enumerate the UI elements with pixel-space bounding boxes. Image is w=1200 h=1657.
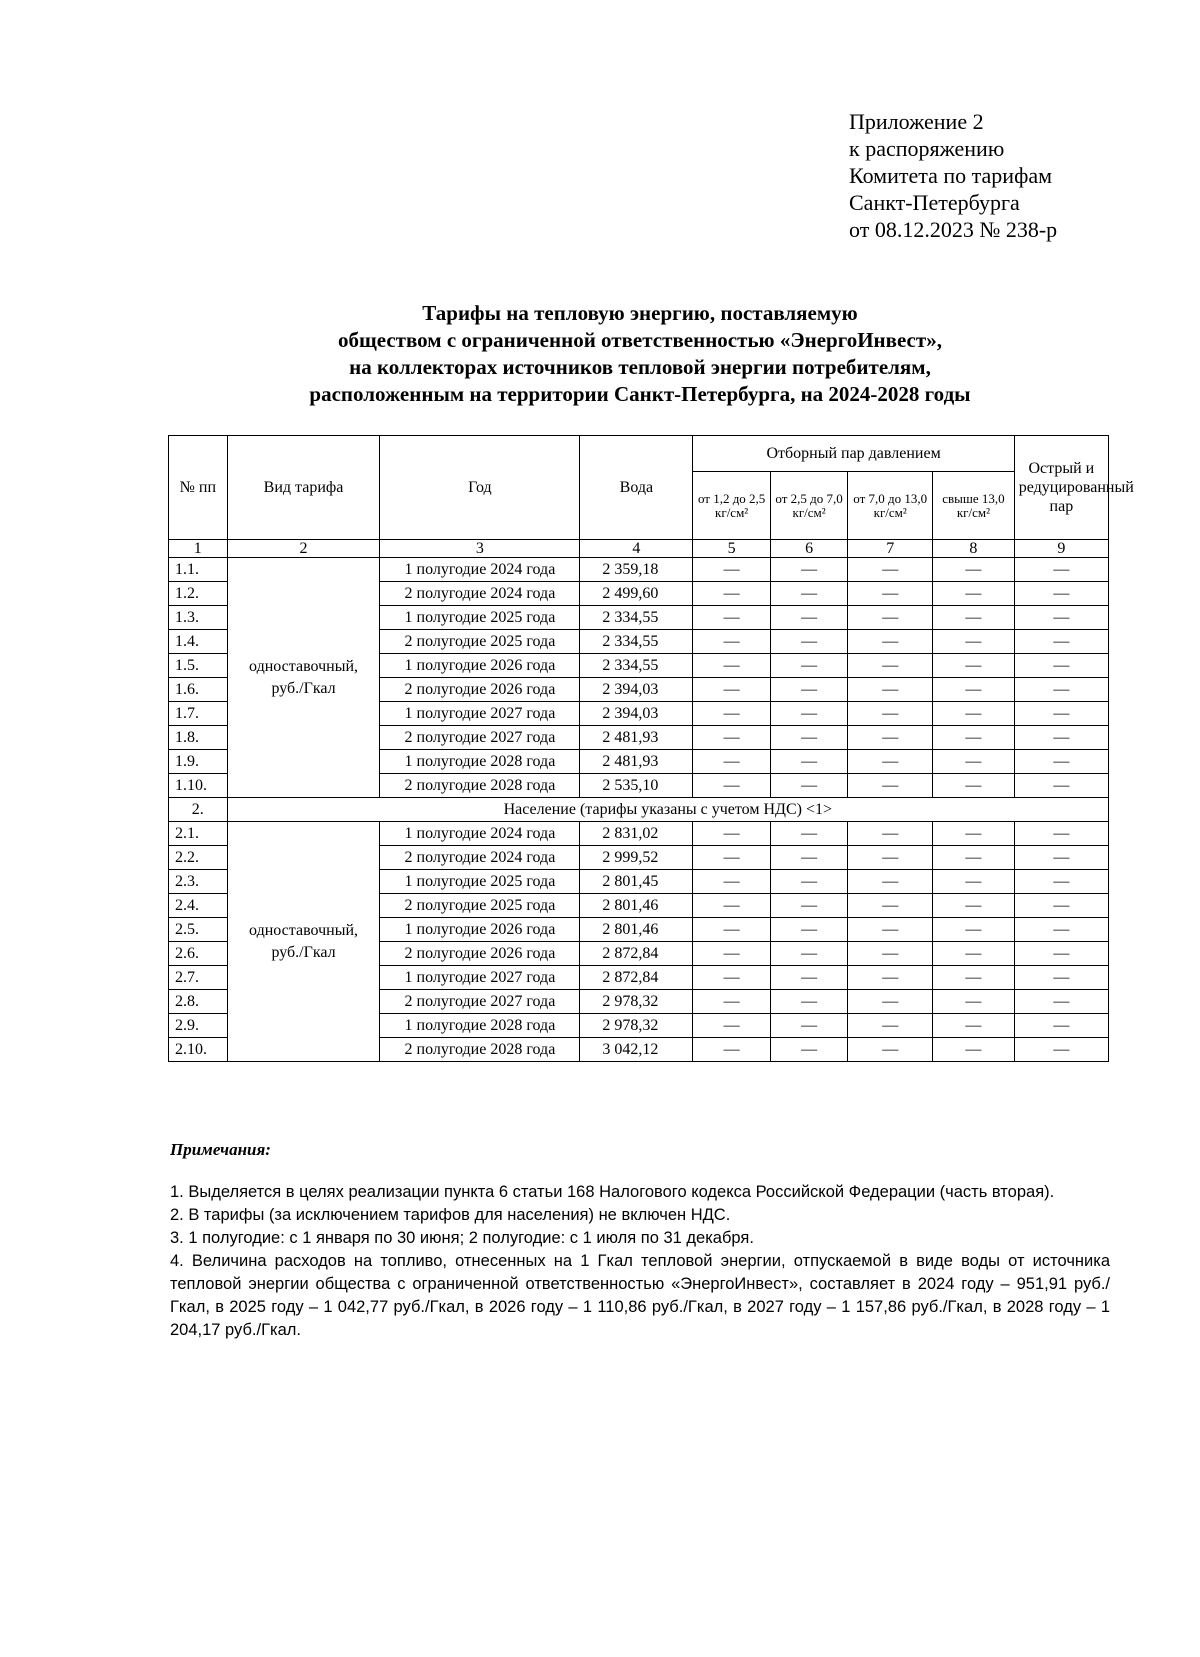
header-steam-4: свыше 13,0 кг/см² — [933, 472, 1015, 540]
document-title — [170, 300, 1110, 408]
year-cell: 1 полугодие 2024 года — [380, 558, 580, 582]
tariff-table — [168, 435, 1134, 1062]
appendix-line: от 08.12.2023 № 238-р — [849, 217, 1058, 242]
year-cell: 1 полугодие 2027 года — [380, 702, 580, 726]
note-item: 1. Выделяется в целях реализации пункта 6 статьи 168 Налогового кодекса Российской Федерации (часть вторая). — [170, 1183, 1055, 1201]
header-steam-group: Отборный пар давлением — [693, 436, 1014, 472]
row-number: 2.8. — [169, 990, 228, 1014]
row-number: 1.5. — [169, 654, 228, 678]
row-number: 2.6. — [169, 942, 228, 966]
row-number: 1.3. — [169, 606, 228, 630]
row-number: 2.9. — [169, 1014, 228, 1038]
dash-cell: — — [770, 846, 847, 870]
dash-cell: — — [848, 990, 933, 1014]
water-value-cell: 2 978,32 — [580, 990, 693, 1014]
dash-cell: — — [1014, 918, 1108, 942]
section-number: 2. — [169, 798, 228, 822]
dash-cell: — — [1014, 942, 1108, 966]
dash-cell: — — [848, 558, 933, 582]
row-number: 1.10. — [169, 774, 228, 798]
dash-cell: — — [1014, 1014, 1108, 1038]
year-cell: 2 полугодие 2026 года — [380, 942, 580, 966]
row-number: 2.10. — [169, 1038, 228, 1062]
dash-cell: — — [933, 966, 1015, 990]
dash-cell: — — [693, 870, 770, 894]
year-cell: 2 полугодие 2024 года — [380, 582, 580, 606]
notes-block — [170, 1138, 1110, 1342]
header-steam-3: от 7,0 до 13,0 кг/см² — [848, 472, 933, 540]
section-header-row — [169, 798, 1109, 822]
appendix-line: Комитета по тарифам — [849, 163, 1053, 188]
dash-cell: — — [933, 726, 1015, 750]
column-number: 7 — [848, 540, 933, 558]
notes-title: Примечания: — [170, 1140, 271, 1159]
water-value-cell: 2 978,32 — [580, 1014, 693, 1038]
table-row — [169, 822, 1109, 846]
dash-cell: — — [770, 966, 847, 990]
table-row — [169, 558, 1109, 582]
header-sharp-steam: Острый и редуцированный пар — [1014, 436, 1108, 540]
row-number: 2.3. — [169, 870, 228, 894]
header-tariff-type: Вид тарифа — [227, 436, 380, 540]
dash-cell: — — [1014, 966, 1108, 990]
appendix-block — [849, 108, 1057, 243]
dash-cell: — — [693, 630, 770, 654]
dash-cell: — — [933, 702, 1015, 726]
year-cell: 2 полугодие 2027 года — [380, 726, 580, 750]
water-value-cell: 2 334,55 — [580, 630, 693, 654]
dash-cell: — — [933, 750, 1015, 774]
year-cell: 2 полугодие 2026 года — [380, 678, 580, 702]
dash-cell: — — [933, 558, 1015, 582]
column-number: 8 — [933, 540, 1015, 558]
dash-cell: — — [770, 822, 847, 846]
header-num: № пп — [169, 436, 228, 540]
dash-cell: — — [693, 894, 770, 918]
dash-cell: — — [693, 558, 770, 582]
note-item: 4. Величина расходов на топливо, отнесенных на 1 Гкал тепловой энергии, отпускаемой в виде воды от источника тепловой энергии общества с ограниченной ответственностью «ЭнергоИнвест», составляет в 2024 году – 951,91 руб./Гкал, в 2025 году – 1 042,77 руб./Гкал, в 2026 году – 1 110,86 руб./Гкал, в 2027 году – 1 157,86 руб./Гкал, в 2028 году – 1 204,17 руб./Гкал. — [170, 1252, 1110, 1339]
water-value-cell: 2 394,03 — [580, 702, 693, 726]
dash-cell: — — [848, 774, 933, 798]
water-value-cell: 2 801,46 — [580, 894, 693, 918]
dash-cell: — — [1014, 630, 1108, 654]
year-cell: 2 полугодие 2028 года — [380, 1038, 580, 1062]
column-number: 2 — [227, 540, 380, 558]
dash-cell: — — [770, 558, 847, 582]
dash-cell: — — [933, 822, 1015, 846]
row-number: 1.6. — [169, 678, 228, 702]
dash-cell: — — [770, 678, 847, 702]
row-number: 1.1. — [169, 558, 228, 582]
dash-cell: — — [693, 774, 770, 798]
dash-cell: — — [1014, 702, 1108, 726]
dash-cell: — — [933, 630, 1015, 654]
row-number: 1.8. — [169, 726, 228, 750]
year-cell: 1 полугодие 2028 года — [380, 1014, 580, 1038]
dash-cell: — — [693, 918, 770, 942]
water-value-cell: 2 481,93 — [580, 750, 693, 774]
year-cell: 2 полугодие 2027 года — [380, 990, 580, 1014]
dash-cell: — — [693, 966, 770, 990]
dash-cell: — — [1014, 606, 1108, 630]
dash-cell: — — [1014, 774, 1108, 798]
year-cell: 2 полугодие 2025 года — [380, 894, 580, 918]
water-value-cell: 2 535,10 — [580, 774, 693, 798]
dash-cell: — — [933, 606, 1015, 630]
dash-cell: — — [1014, 990, 1108, 1014]
dash-cell: — — [1014, 1038, 1108, 1062]
title-line: расположенным на территории Санкт-Петербурга, на 2024-2028 годы — [309, 382, 971, 406]
year-cell: 1 полугодие 2028 года — [380, 750, 580, 774]
row-number: 2.2. — [169, 846, 228, 870]
year-cell: 2 полугодие 2028 года — [380, 774, 580, 798]
section-label: Население (тарифы указаны с учетом НДС) <1> — [227, 798, 1108, 822]
dash-cell: — — [848, 654, 933, 678]
dash-cell: — — [848, 942, 933, 966]
column-number: 1 — [169, 540, 228, 558]
tariff-type-cell: одноставочный, руб./Гкал — [227, 822, 380, 1062]
note-item: 2. В тарифы (за исключением тарифов для населения) не включен НДС. — [170, 1206, 731, 1224]
row-number: 1.4. — [169, 630, 228, 654]
dash-cell: — — [693, 846, 770, 870]
row-number: 2.4. — [169, 894, 228, 918]
dash-cell: — — [770, 750, 847, 774]
water-value-cell: 2 801,45 — [580, 870, 693, 894]
column-number: 6 — [770, 540, 847, 558]
year-cell: 2 полугодие 2024 года — [380, 846, 580, 870]
dash-cell: — — [1014, 654, 1108, 678]
dash-cell: — — [848, 582, 933, 606]
water-value-cell: 2 394,03 — [580, 678, 693, 702]
dash-cell: — — [848, 1038, 933, 1062]
year-cell: 1 полугодие 2025 года — [380, 606, 580, 630]
year-cell: 1 полугодие 2026 года — [380, 654, 580, 678]
dash-cell: — — [770, 774, 847, 798]
water-value-cell: 3 042,12 — [580, 1038, 693, 1062]
dash-cell: — — [848, 966, 933, 990]
dash-cell: — — [770, 870, 847, 894]
dash-cell: — — [693, 750, 770, 774]
dash-cell: — — [770, 654, 847, 678]
dash-cell: — — [770, 582, 847, 606]
dash-cell: — — [693, 606, 770, 630]
title-line: на коллекторах источников тепловой энергии потребителям, — [349, 355, 931, 379]
dash-cell: — — [933, 870, 1015, 894]
column-number: 9 — [1014, 540, 1108, 558]
dash-cell: — — [848, 678, 933, 702]
dash-cell: — — [770, 990, 847, 1014]
dash-cell: — — [1014, 678, 1108, 702]
dash-cell: — — [933, 894, 1015, 918]
water-value-cell: 2 359,18 — [580, 558, 693, 582]
dash-cell: — — [933, 1014, 1015, 1038]
dash-cell: — — [848, 1014, 933, 1038]
header-water: Вода — [580, 436, 693, 540]
dash-cell: — — [848, 630, 933, 654]
dash-cell: — — [693, 678, 770, 702]
dash-cell: — — [693, 942, 770, 966]
dash-cell: — — [1014, 870, 1108, 894]
year-cell: 2 полугодие 2025 года — [380, 630, 580, 654]
note-item: 3. 1 полугодие: с 1 января по 30 июня; 2 полугодие: с 1 июля по 31 декабря. — [170, 1229, 754, 1247]
dash-cell: — — [933, 918, 1015, 942]
title-line: Тарифы на тепловую энергию, поставляемую — [422, 301, 858, 325]
water-value-cell: 2 999,52 — [580, 846, 693, 870]
dash-cell: — — [933, 990, 1015, 1014]
dash-cell: — — [770, 1038, 847, 1062]
appendix-line: Санкт-Петербурга — [849, 190, 1020, 215]
dash-cell: — — [1014, 582, 1108, 606]
dash-cell: — — [933, 942, 1015, 966]
column-number: 5 — [693, 540, 770, 558]
row-number: 2.7. — [169, 966, 228, 990]
dash-cell: — — [770, 606, 847, 630]
dash-cell: — — [1014, 822, 1108, 846]
dash-cell: — — [1014, 750, 1108, 774]
row-number: 1.7. — [169, 702, 228, 726]
dash-cell: — — [1014, 558, 1108, 582]
dash-cell: — — [770, 942, 847, 966]
dash-cell: — — [693, 822, 770, 846]
appendix-line: к распоряжению — [849, 136, 1005, 161]
appendix-line: Приложение 2 — [849, 109, 984, 134]
dash-cell: — — [848, 870, 933, 894]
water-value-cell: 2 831,02 — [580, 822, 693, 846]
dash-cell: — — [770, 702, 847, 726]
water-value-cell: 2 481,93 — [580, 726, 693, 750]
column-number: 3 — [380, 540, 580, 558]
dash-cell: — — [933, 654, 1015, 678]
water-value-cell: 2 499,60 — [580, 582, 693, 606]
dash-cell: — — [848, 822, 933, 846]
water-value-cell: 2 872,84 — [580, 942, 693, 966]
year-cell: 1 полугодие 2026 года — [380, 918, 580, 942]
table-body — [169, 558, 1109, 1062]
year-cell: 1 полугодие 2027 года — [380, 966, 580, 990]
dash-cell: — — [933, 678, 1015, 702]
tariff-type-cell: одноставочный, руб./Гкал — [227, 558, 380, 798]
header-steam-1: от 1,2 до 2,5 кг/см² — [693, 472, 770, 540]
dash-cell: — — [693, 582, 770, 606]
dash-cell: — — [693, 1014, 770, 1038]
dash-cell: — — [693, 726, 770, 750]
year-cell: 1 полугодие 2025 года — [380, 870, 580, 894]
water-value-cell: 2 334,55 — [580, 606, 693, 630]
dash-cell: — — [770, 918, 847, 942]
water-value-cell: 2 334,55 — [580, 654, 693, 678]
row-number: 2.5. — [169, 918, 228, 942]
water-value-cell: 2 872,84 — [580, 966, 693, 990]
dash-cell: — — [933, 1038, 1015, 1062]
title-line: обществом с ограниченной ответственностью «ЭнергоИнвест», — [338, 328, 942, 352]
dash-cell: — — [693, 702, 770, 726]
year-cell: 1 полугодие 2024 года — [380, 822, 580, 846]
dash-cell: — — [848, 726, 933, 750]
dash-cell: — — [933, 846, 1015, 870]
dash-cell: — — [848, 918, 933, 942]
dash-cell: — — [770, 1014, 847, 1038]
dash-cell: — — [693, 990, 770, 1014]
header-year: Год — [380, 436, 580, 540]
column-number: 4 — [580, 540, 693, 558]
dash-cell: — — [933, 774, 1015, 798]
row-number: 1.9. — [169, 750, 228, 774]
dash-cell: — — [933, 582, 1015, 606]
dash-cell: — — [848, 606, 933, 630]
dash-cell: — — [770, 630, 847, 654]
header-steam-2: от 2,5 до 7,0 кг/см² — [770, 472, 847, 540]
dash-cell: — — [1014, 726, 1108, 750]
column-number-row — [169, 540, 1109, 558]
dash-cell: — — [848, 894, 933, 918]
dash-cell: — — [848, 846, 933, 870]
dash-cell: — — [1014, 894, 1108, 918]
dash-cell: — — [1014, 846, 1108, 870]
dash-cell: — — [848, 750, 933, 774]
dash-cell: — — [693, 1038, 770, 1062]
row-number: 1.2. — [169, 582, 228, 606]
dash-cell: — — [848, 702, 933, 726]
dash-cell: — — [693, 654, 770, 678]
row-number: 2.1. — [169, 822, 228, 846]
dash-cell: — — [770, 894, 847, 918]
dash-cell: — — [770, 726, 847, 750]
water-value-cell: 2 801,46 — [580, 918, 693, 942]
